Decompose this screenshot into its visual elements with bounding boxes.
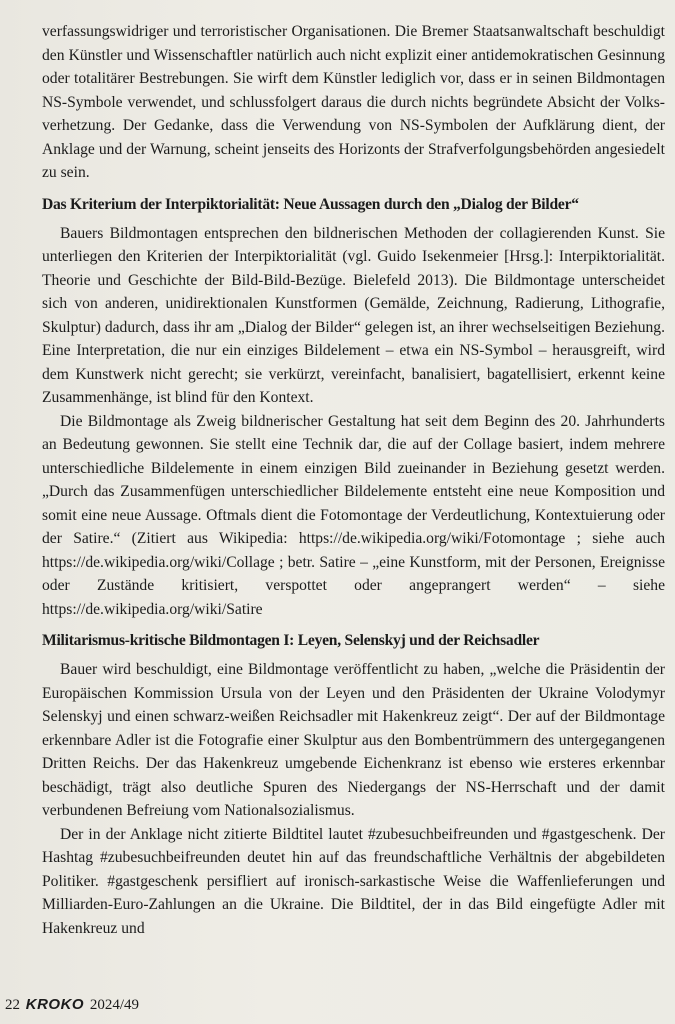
- section-heading-interpiktorialitaet: Das Kriterium der Interpiktorialität: Neue Aussagen durch den „Dialog der Bilder“: [42, 195, 579, 213]
- section-heading-militarismus: Militarismus-kritische Bildmontagen I: Leyen, Selenskyj und der Reichsadler: [42, 632, 540, 649]
- paragraph-anklage: Bauer wird beschuldigt, eine Bildmontage veröffentlicht zu haben, „welche die Präsidentin der Europäischen Kommission Ursula von der Leyen und den Präsidenten der Ukraine Volodymyr Selenskyj und einen schwarz-weißen Reichsadler mit Hakenkreuz zeigt“. Der auf der Bildmontage erkennbare Adler ist die Fotografie einer Skulptur aus den Bombentrümmern des untergegangenen Dritten Reichs. Der das Hakenkreuz umgebende Eichenkranz ist ebenso wie ersteres erkennbar beschädigt, trägt also deutliche Spuren des Niedergangs der NS-Herrschaft und der damit verbundenen Befreiung vom Nationalsozialismus.: [42, 661, 665, 819]
- article-column: [42, 20, 665, 940]
- paragraph-bildtitel: Der in der Anklage nicht zitierte Bildtitel lautet #zubesuchbeifreunden und #gastgeschenk. Der Hashtag #zubesuchbeifreunden deutet hin auf das freundschaftliche Verhältnis der abgebildeten Politiker. #gastgeschenk persifliert auf ironisch-sarkastische Weise die Waffenlieferungen und Milliarden-Euro-Zahlungen an die Ukraine. Die Bildtitel, der in das Bild eingefügte Adler mit Hakenkreuz und: [42, 825, 665, 937]
- paragraph-bildmontagen: Bauers Bildmontagen entsprechen den bildnerischen Methoden der collagierenden Kunst. Sie unterliegen den Kriterien der Interpiktorialität (vgl. Guido Isekenmeier [Hrsg.]: Interpiktorialität. Theorie und Geschichte der Bild-Bild-Bezüge. Bielefeld 2013). Die Bildmontage unterscheidet sich von anderen, unidirektionalen Kunstformen (Gemälde, Zeichnung, Radierung, Lithografie, Skulptur) dadurch, dass ihr am „Dialog der Bilder“ gelegen ist, an ihrer wechselseitigen Beziehung. Eine Interpretation, die nur ein einziges Bildelement – etwa ein NS-Symbol – herausgreift, wird dem Kunstwerk nicht gerecht; sie verkürzt, vereinfacht, banalisiert, bagatellisiert, erkennt keine Zusammenhänge, ist blind für den Kontext.: [42, 224, 665, 406]
- issue-number: 2024/49: [89, 997, 140, 1013]
- page-footer: [5, 995, 139, 1015]
- paragraph-bildmontage-geschichte: Die Bildmontage als Zweig bildnerischer Gestaltung hat seit dem Beginn des 20. Jahrhunderts an Bedeutung gewonnen. Sie stellt eine Technik dar, die auf der Collage basiert, indem mehrere unterschiedliche Bildelemente in einem einzigen Bild zueinander in Beziehung gesetzt werden. „Durch das Zusammenfügen unterschiedlicher Bildelemente entsteht eine neue Komposition und somit eine neue Aussage. Oftmals dient die Fotomontage der Verdeutlichung, Kontextuierung oder der Satire.“ (Zitiert aus Wikipedia: https://de.wikipedia.org/wiki/Fotomontage ; siehe auch https://de.wikipedia.org/wiki/Collage ; betr. Satire – „eine Kunstform, mit der Personen, Ereignisse oder Zustände kritisiert, verspottet oder angeprangert werden“ – siehe https://de.wikipedia.org/wiki/Satire: [42, 412, 665, 618]
- page-number: 22: [5, 997, 20, 1013]
- paragraph-intro: verfassungswidriger und terroristischer Organisationen. Die Bremer Staatsanwaltschaft beschuldigt den Künstler und Wissenschaftler natürlich auch nicht explizit einer antidemokratischen Gesinnung oder totalitärer Bestrebungen. Sie wirft dem Künstler lediglich vor, dass er in seinen Bildmontagen NS-Symbole verwendet, und schlussfolgert daraus die durch nichts begründete Absicht der Volksverhetzung. Der Gedanke, dass die Verwendung von NS-Symbolen der Aufklärung dient, der Anklage und der Warnung, scheint jenseits des Horizonts der Strafverfolgungsbehörden angesiedelt zu sein.: [42, 23, 665, 181]
- magazine-logo: KROKO: [25, 996, 85, 1013]
